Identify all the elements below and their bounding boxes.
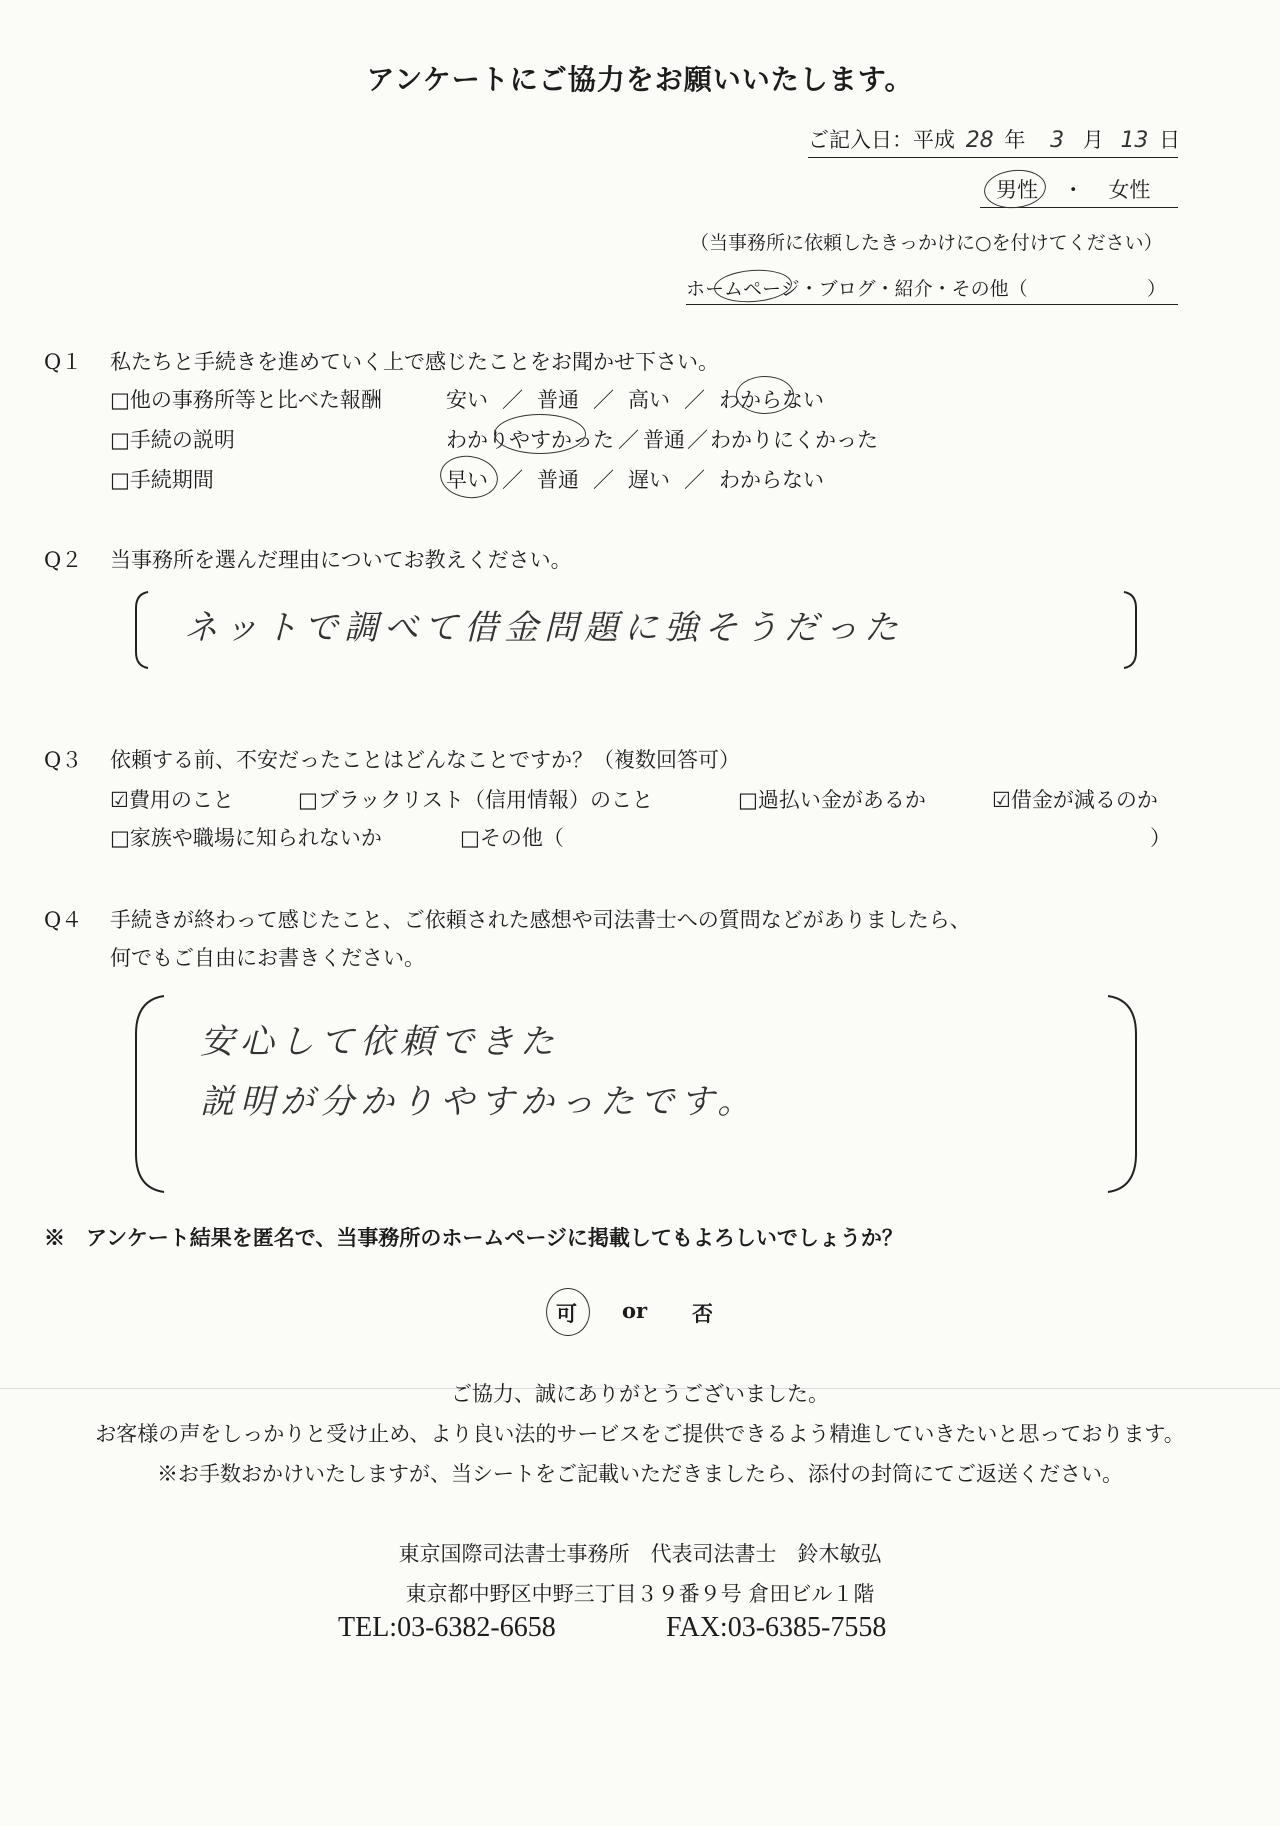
option-normal: 普通 xyxy=(537,388,579,412)
date-year: 28 xyxy=(965,128,994,153)
month-unit: 月 xyxy=(1082,128,1104,152)
date-month: 3 xyxy=(1050,128,1065,153)
gender-dot: ・ xyxy=(1062,178,1084,202)
slash: ／ xyxy=(502,468,523,492)
q3-option-other: □その他（ xyxy=(460,826,564,850)
option-easy: わかりやすかった xyxy=(446,428,614,452)
office-name: 東京国際司法書士事務所 代表司法書士 鈴木敏弘 xyxy=(398,1542,882,1566)
q1-row-explain-label: □手続の説明 xyxy=(110,428,235,452)
q1-question: 私たちと手続きを進めていく上で感じたことをお聞かせ下さい。 xyxy=(110,350,719,374)
q2-question: 当事務所を選んだ理由についてお教えください。 xyxy=(110,548,572,572)
option-high: 高い xyxy=(628,388,670,412)
slash: ／ xyxy=(502,388,523,412)
option-hard: わかりにくかった xyxy=(710,428,878,452)
q1-row-period-options xyxy=(446,464,824,494)
footer-message: お客様の声をしっかりと受け止め、より良い法的サービスをご提供できるよう精進していきたいと思っております。 xyxy=(95,1422,1185,1446)
trigger-options: ホームページ・ブログ・紹介・その他（ xyxy=(686,278,1028,300)
publish-yes: 可 xyxy=(556,1301,577,1326)
q4-number: Q４ xyxy=(44,908,83,932)
date-line xyxy=(808,124,1181,158)
q1-row-fee-label: □他の事務所等と比べた報酬 xyxy=(110,388,382,412)
slash: ／ xyxy=(618,428,639,452)
q4-left-bracket xyxy=(132,994,168,1194)
publish-or: or xyxy=(622,1298,648,1323)
option-unknown: わからない xyxy=(719,468,824,492)
office-address: 東京都中野区中野三丁目３９番９号 倉田ビル１階 xyxy=(405,1582,875,1606)
q1-number: Q１ xyxy=(44,350,83,374)
option-slow: 遅い xyxy=(628,468,670,492)
q4-question-line2: 何でもご自由にお書きください。 xyxy=(110,946,425,970)
option-fast: 早い xyxy=(446,468,488,492)
q4-answer-line2: 説明が分かりやすかったです。 xyxy=(200,1082,758,1122)
q3-number: Q３ xyxy=(44,748,83,772)
q3-other-close: ） xyxy=(1150,826,1171,850)
q2-answer: ネットで調べて借金問題に強そうだった xyxy=(184,608,904,648)
date-label: ご記入日：平成 xyxy=(808,128,955,152)
date-day: 13 xyxy=(1120,128,1149,153)
trigger-instruction: （当事務所に依頼したきっかけに○を付けてください） xyxy=(690,232,1163,254)
slash: ／ xyxy=(687,428,708,452)
gender-female: 女性 xyxy=(1108,178,1151,202)
q3-option-cost: ☑費用のこと xyxy=(110,788,234,812)
q4-right-bracket xyxy=(1104,994,1140,1194)
office-tel: TEL:03-6382-6658 xyxy=(338,1612,556,1643)
q3-option-blacklist: □ブラックリスト（信用情報）のこと xyxy=(298,788,653,812)
q4-answer-line1: 安心して依頼できた xyxy=(200,1022,560,1062)
trigger-close: ） xyxy=(1146,278,1166,300)
footer-return-note: ※お手数おかけいたしますが、当シートをご記載いただきましたら、添付の封筒にてご返送ください。 xyxy=(157,1462,1123,1486)
gender-male: 男性 xyxy=(996,178,1038,202)
yes-circle-mark xyxy=(546,1288,590,1336)
q3-option-overpay: □過払い金があるか xyxy=(738,788,926,812)
fast-circle-mark xyxy=(437,452,500,502)
slash: ／ xyxy=(593,388,614,412)
thanks-text: ご協力、誠にありがとうございました。 xyxy=(451,1382,829,1406)
q4-question-line1: 手続きが終わって感じたこと、ご依頼された感想や司法書士への質問などがありましたら、 xyxy=(110,908,971,932)
q3-question: 依頼する前、不安だったことはどんなことですか？（複数回答可） xyxy=(110,748,740,772)
slash: ／ xyxy=(593,468,614,492)
office-fax: FAX:03-6385-7558 xyxy=(666,1612,887,1643)
option-unknown: わからない xyxy=(719,388,824,412)
q3-option-family: □家族や職場に知られないか xyxy=(110,826,382,850)
unknown-circle-mark xyxy=(736,376,794,414)
q2-right-bracket xyxy=(1120,590,1140,670)
q2-left-bracket xyxy=(132,590,152,670)
day-unit: 日 xyxy=(1159,128,1181,152)
slash: ／ xyxy=(684,468,705,492)
q2-number: Q２ xyxy=(44,548,83,572)
option-normal: 普通 xyxy=(537,468,579,492)
year-unit: 年 xyxy=(1004,128,1026,152)
q3-option-debt-reduce: ☑借金が減るのか xyxy=(992,788,1158,812)
option-cheap: 安い xyxy=(446,388,488,412)
easy-circle-mark xyxy=(494,414,586,454)
survey-title: アンケートにご協力をお願いいたします。 xyxy=(366,63,914,96)
q1-row-period-label: □手続期間 xyxy=(110,468,214,492)
publish-question: ※ アンケート結果を匿名で、当事務所のホームページに掲載してもよろしいでしょうか？ xyxy=(44,1225,903,1250)
option-normal: 普通 xyxy=(643,428,685,452)
slash: ／ xyxy=(684,388,705,412)
publish-no: 否 xyxy=(692,1301,713,1326)
